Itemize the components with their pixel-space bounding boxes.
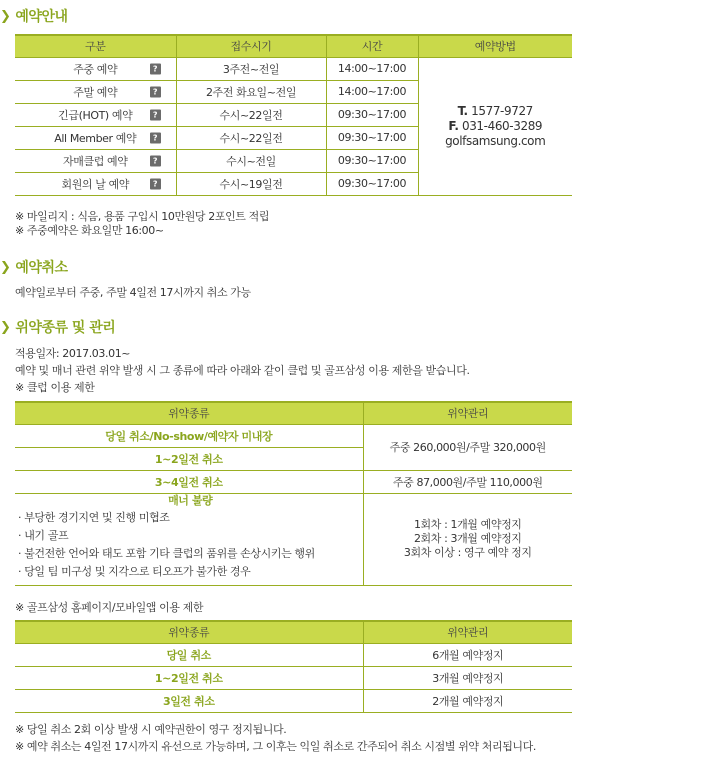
- web-penalty-table: [15, 620, 572, 713]
- table-header-row: [15, 35, 572, 57]
- website-link[interactable]: golfsamsung.com: [445, 133, 546, 148]
- reservation-period: 수시~전일: [176, 149, 326, 172]
- table-row: [15, 689, 572, 712]
- footer-note: ※ 예약 취소는 4일전 17시까지 유선으로 가능하며, 그 이후는 익일 취소로 간주되어 취소 시점별 위약 처리됩니다.: [15, 740, 536, 753]
- penalty-description: 예약 및 매너 관련 위약 발생 시 그 종류에 따라 아래와 같이 클럽 및 골프삼성 이용 제한을 받습니다.: [15, 364, 470, 377]
- manner-management: [363, 493, 572, 585]
- cancel-text: 예약일로부터 주중, 주말 4일전 17시까지 취소 가능: [15, 286, 251, 299]
- footer-note: ※ 당일 취소 2회 이상 발생 시 예약권한이 영구 정지됩니다.: [15, 723, 287, 736]
- section-title-text: 위약종류 및 관리: [15, 320, 116, 336]
- section-title-cancel: [0, 257, 68, 277]
- section-title-text: 예약안내: [15, 9, 68, 25]
- section-title-reservation: [0, 6, 68, 26]
- header-type: 구분: [15, 35, 176, 57]
- club-penalty-table: [15, 401, 572, 586]
- header-penalty-management: 위약관리: [363, 402, 572, 424]
- reservation-type: 주중 예약: [73, 62, 118, 76]
- reservation-time: 09:30~17:00: [326, 103, 418, 126]
- reservation-method: [418, 57, 572, 195]
- reservation-period: 수시~19일전: [176, 172, 326, 195]
- penalty-management: 주중 260,000원/주말 320,000원: [363, 424, 572, 470]
- table-header-row: [15, 402, 572, 424]
- reservation-period: 수시~22일전: [176, 126, 326, 149]
- reservation-type: 자매클럽 예약: [63, 154, 128, 168]
- header-penalty-kind: 위약종류: [15, 402, 363, 424]
- reservation-period: 3주전~전일: [176, 57, 326, 80]
- help-icon[interactable]: ?: [150, 109, 161, 120]
- manner-item: · 불건전한 언어와 태도 포함 기타 클럽의 품위를 손상시키는 행위: [18, 546, 315, 560]
- table-row: [15, 57, 572, 80]
- reservation-time: 09:30~17:00: [326, 172, 418, 195]
- section-title-penalty: [0, 317, 115, 337]
- header-penalty-management: 위약관리: [363, 621, 572, 643]
- reservation-notes: [15, 210, 269, 238]
- chevron-right-icon: ❯: [0, 8, 11, 24]
- manner-rule: 3회차 이상 : 영구 예약 정지: [403, 546, 532, 559]
- penalty-intro: [15, 345, 470, 396]
- penalty-kind: 3일전 취소: [15, 689, 363, 712]
- reservation-type: 주말 예약: [73, 85, 118, 99]
- reservation-type: All Member 예약: [54, 131, 137, 145]
- penalty-management: 2개월 예약정지: [363, 689, 572, 712]
- penalty-kind: 1~2일전 취소: [15, 666, 363, 689]
- table-header-row: [15, 621, 572, 643]
- manner-title: 매너 불량: [168, 493, 213, 507]
- note-mileage: ※ 마일리지 : 식음, 용품 구입시 10만원당 2포인트 적립: [15, 210, 270, 223]
- reservation-period: 2주전 화요일~전일: [176, 80, 326, 103]
- help-icon[interactable]: ?: [150, 155, 161, 166]
- table-row: [15, 470, 572, 493]
- manner-item: · 당일 팀 미구성 및 지각으로 티오프가 불가한 경우: [18, 564, 251, 578]
- web-restriction-note: ※ 골프삼성 홈페이지/모바일앱 이용 제한: [15, 601, 204, 614]
- tel-number: 1577-9727: [471, 103, 533, 118]
- manner-rule: 1회차 : 1개월 예약정지: [413, 518, 522, 531]
- header-penalty-kind: 위약종류: [15, 621, 363, 643]
- section-title-text: 예약취소: [15, 260, 68, 276]
- header-method: 예약방법: [418, 35, 572, 57]
- reservation-type: 회원의 날 예약: [61, 177, 130, 191]
- reservation-table: [15, 34, 572, 196]
- reservation-time: 09:30~17:00: [326, 149, 418, 172]
- tel-label: T.: [457, 103, 468, 118]
- help-icon[interactable]: ?: [150, 178, 161, 189]
- penalty-management: 주중 87,000원/주말 110,000원: [363, 470, 572, 493]
- chevron-right-icon: ❯: [0, 259, 11, 275]
- table-row: [15, 643, 572, 666]
- table-row: [15, 493, 572, 585]
- manner-cell: [15, 493, 363, 585]
- penalty-kind: 당일 취소/No-show/예약자 미내장: [15, 424, 363, 447]
- manner-item: · 부당한 경기지연 및 진행 미협조: [18, 510, 170, 524]
- reservation-period: 수시~22일전: [176, 103, 326, 126]
- table-row: [15, 424, 572, 447]
- club-restriction-note: ※ 클럽 이용 제한: [15, 381, 95, 394]
- manner-item: · 내기 골프: [18, 528, 69, 542]
- effective-date: 적용일자: 2017.03.01~: [15, 347, 131, 360]
- note-weekday: ※ 주중예약은 화요일만 16:00~: [15, 224, 164, 237]
- reservation-type: 긴급(HOT) 예약: [58, 108, 133, 122]
- reservation-time: 09:30~17:00: [326, 126, 418, 149]
- penalty-kind: 1~2일전 취소: [15, 447, 363, 470]
- help-icon[interactable]: ?: [150, 86, 161, 97]
- table-row: [15, 666, 572, 689]
- manner-rule: 2회차 : 3개월 예약정지: [413, 532, 522, 545]
- penalty-management: 3개월 예약정지: [363, 666, 572, 689]
- reservation-time: 14:00~17:00: [326, 57, 418, 80]
- footer-notes: [15, 721, 536, 755]
- fax-label: F.: [448, 118, 459, 133]
- header-time: 시간: [326, 35, 418, 57]
- reservation-time: 14:00~17:00: [326, 80, 418, 103]
- header-period: 접수시기: [176, 35, 326, 57]
- penalty-kind: 3~4일전 취소: [15, 470, 363, 493]
- chevron-right-icon: ❯: [0, 319, 11, 335]
- penalty-management: 6개월 예약정지: [363, 643, 572, 666]
- help-icon[interactable]: ?: [150, 132, 161, 143]
- penalty-kind: 당일 취소: [15, 643, 363, 666]
- fax-number: 031-460-3289: [461, 118, 543, 133]
- help-icon[interactable]: ?: [150, 63, 161, 74]
